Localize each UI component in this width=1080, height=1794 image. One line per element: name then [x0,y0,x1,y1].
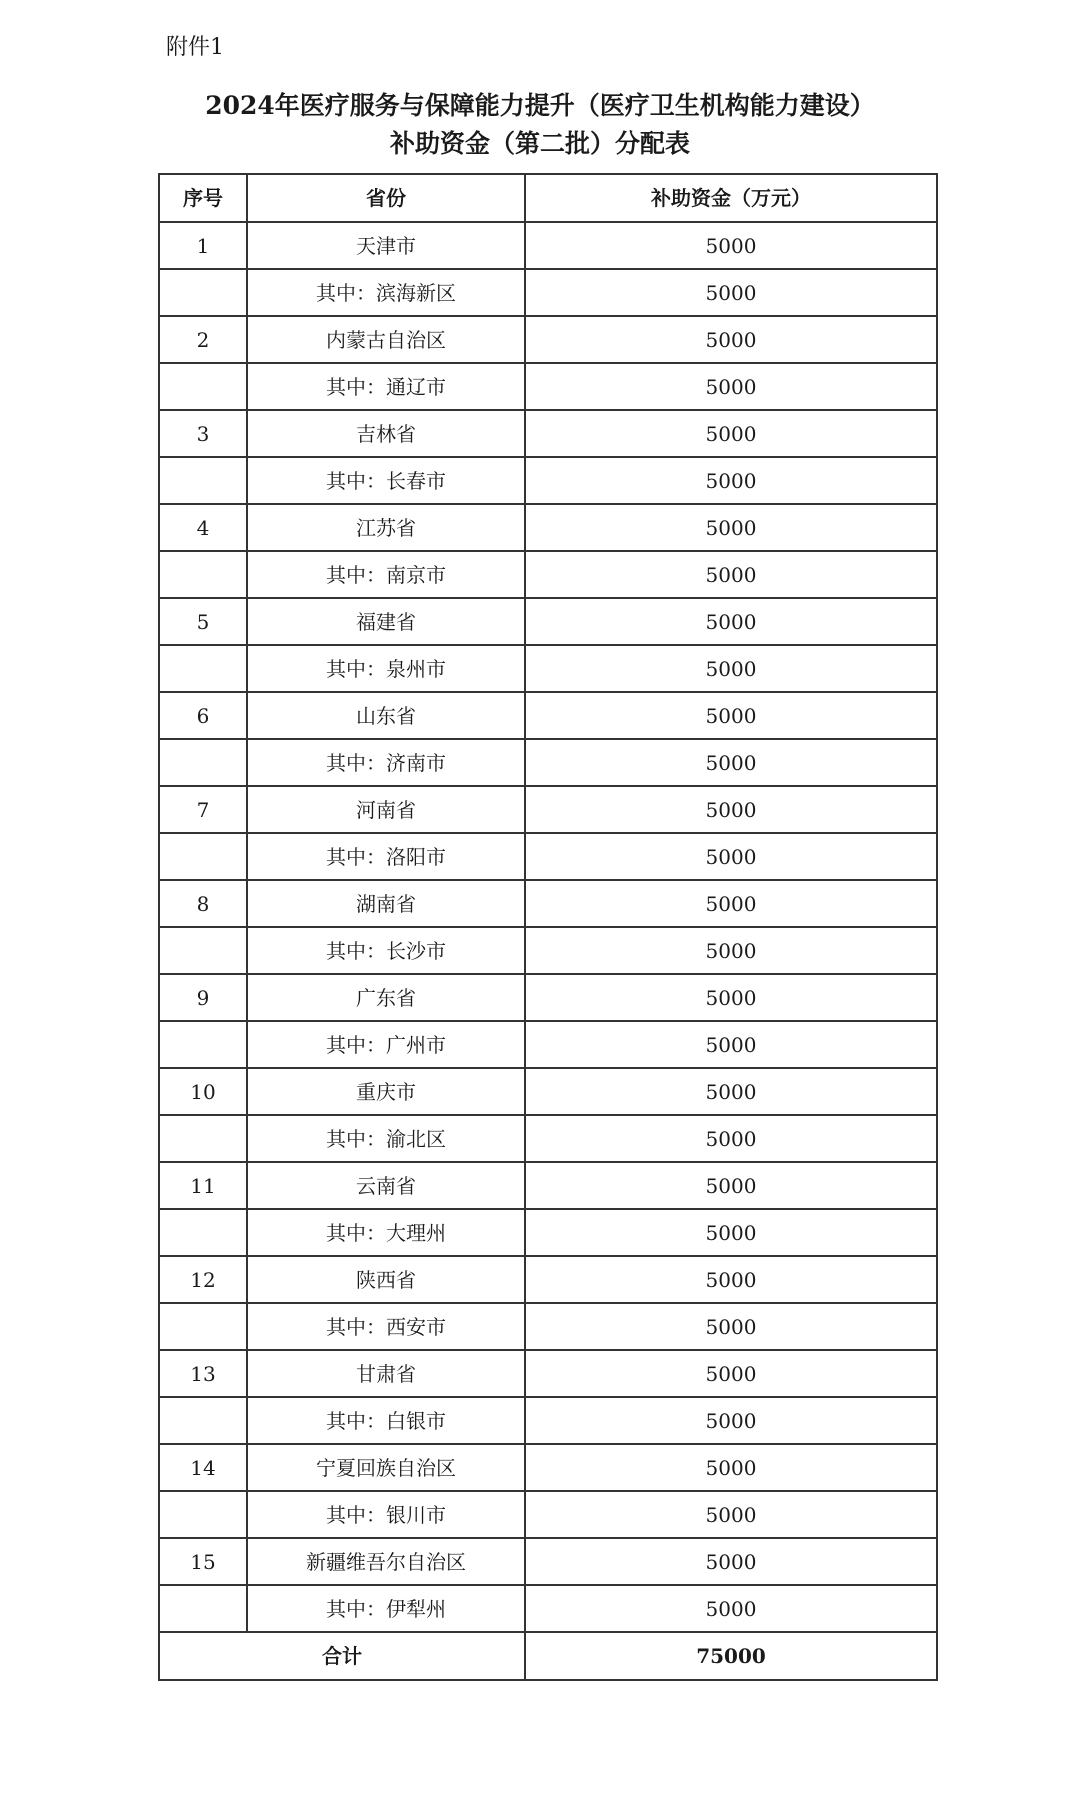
row-subsidy-amount: 5000 [525,1162,937,1209]
row-subsidy-amount: 5000 [525,927,937,974]
row-region-name: 内蒙古自治区 [247,316,525,363]
row-subsidy-amount: 5000 [525,363,937,410]
row-serial-number: 7 [159,786,247,833]
row-subsidy-amount: 5000 [525,974,937,1021]
row-subsidy-amount: 5000 [525,410,937,457]
row-region-name: 其中：大理州 [247,1209,525,1256]
row-subsidy-amount: 5000 [525,880,937,927]
row-region-name: 其中：广州市 [247,1021,525,1068]
row-serial-number: 8 [159,880,247,927]
row-serial-number [159,927,247,974]
row-region-name: 湖南省 [247,880,525,927]
table-row [159,974,937,1021]
table-row [159,1538,937,1585]
row-subsidy-amount: 5000 [525,1585,937,1632]
table-row [159,269,937,316]
row-region-name: 其中：济南市 [247,739,525,786]
table-row [159,1256,937,1303]
header-subsidy-amount: 补助资金（万元） [525,174,937,222]
row-subsidy-amount: 5000 [525,645,937,692]
row-serial-number: 10 [159,1068,247,1115]
row-subsidy-amount: 5000 [525,1209,937,1256]
row-serial-number [159,269,247,316]
row-region-name: 其中：洛阳市 [247,833,525,880]
table-row [159,880,937,927]
row-region-name: 吉林省 [247,410,525,457]
attachment-label: 附件1 [166,35,224,60]
row-subsidy-amount: 5000 [525,1491,937,1538]
row-subsidy-amount: 5000 [525,222,937,269]
row-serial-number [159,645,247,692]
total-label: 合计 [159,1632,525,1680]
table-row [159,1115,937,1162]
row-region-name: 其中：泉州市 [247,645,525,692]
row-region-name: 福建省 [247,598,525,645]
row-region-name: 宁夏回族自治区 [247,1444,525,1491]
row-subsidy-amount: 5000 [525,692,937,739]
row-region-name: 其中：白银市 [247,1397,525,1444]
row-region-name: 河南省 [247,786,525,833]
row-serial-number [159,739,247,786]
row-subsidy-amount: 5000 [525,739,937,786]
row-region-name: 广东省 [247,974,525,1021]
row-serial-number: 4 [159,504,247,551]
row-region-name: 其中：西安市 [247,1303,525,1350]
row-subsidy-amount: 5000 [525,1115,937,1162]
row-subsidy-amount: 5000 [525,1350,937,1397]
row-subsidy-amount: 5000 [525,1538,937,1585]
row-region-name: 其中：渝北区 [247,1115,525,1162]
table-row [159,1303,937,1350]
row-serial-number: 15 [159,1538,247,1585]
table-row [159,1021,937,1068]
row-serial-number: 5 [159,598,247,645]
row-subsidy-amount: 5000 [525,316,937,363]
table-total-row [159,1632,937,1680]
allocation-table [158,173,938,1681]
table-row [159,1585,937,1632]
table-row [159,1350,937,1397]
table-header-row [159,174,937,222]
row-region-name: 其中：南京市 [247,551,525,598]
row-serial-number [159,1585,247,1632]
row-region-name: 新疆维吾尔自治区 [247,1538,525,1585]
document-title-line-2: 补助资金（第二批）分配表 [389,129,690,158]
document-title-line-1: 2024年医疗服务与保障能力提升（医疗卫生机构能力建设） [205,91,875,120]
table-row [159,551,937,598]
table-row [159,1444,937,1491]
row-subsidy-amount: 5000 [525,598,937,645]
row-serial-number: 12 [159,1256,247,1303]
table-row [159,410,937,457]
row-serial-number: 6 [159,692,247,739]
row-region-name: 云南省 [247,1162,525,1209]
row-region-name: 天津市 [247,222,525,269]
table-row [159,833,937,880]
row-region-name: 其中：通辽市 [247,363,525,410]
table-row [159,598,937,645]
row-serial-number [159,833,247,880]
row-serial-number: 11 [159,1162,247,1209]
table-row [159,504,937,551]
row-region-name: 其中：银川市 [247,1491,525,1538]
row-subsidy-amount: 5000 [525,1068,937,1115]
table-row [159,222,937,269]
row-region-name: 陕西省 [247,1256,525,1303]
row-subsidy-amount: 5000 [525,833,937,880]
row-subsidy-amount: 5000 [525,457,937,504]
table-row [159,1491,937,1538]
row-serial-number [159,1303,247,1350]
row-serial-number: 9 [159,974,247,1021]
table-row [159,786,937,833]
row-serial-number: 2 [159,316,247,363]
row-subsidy-amount: 5000 [525,504,937,551]
row-region-name: 其中：伊犁州 [247,1585,525,1632]
row-region-name: 江苏省 [247,504,525,551]
table-row [159,739,937,786]
table-row [159,645,937,692]
row-serial-number [159,551,247,598]
row-serial-number: 13 [159,1350,247,1397]
row-region-name: 其中：滨海新区 [247,269,525,316]
table-row [159,927,937,974]
row-subsidy-amount: 5000 [525,551,937,598]
table-row [159,363,937,410]
row-subsidy-amount: 5000 [525,1444,937,1491]
row-region-name: 重庆市 [247,1068,525,1115]
row-serial-number: 1 [159,222,247,269]
row-serial-number [159,457,247,504]
row-serial-number [159,1209,247,1256]
table-row [159,457,937,504]
row-region-name: 其中：长沙市 [247,927,525,974]
row-serial-number [159,1397,247,1444]
header-serial-number: 序号 [159,174,247,222]
row-subsidy-amount: 5000 [525,1303,937,1350]
row-subsidy-amount: 5000 [525,786,937,833]
table-row [159,1209,937,1256]
row-subsidy-amount: 5000 [525,1256,937,1303]
row-region-name: 甘肃省 [247,1350,525,1397]
row-serial-number [159,363,247,410]
total-amount: 75000 [525,1632,937,1680]
row-region-name: 山东省 [247,692,525,739]
row-subsidy-amount: 5000 [525,1397,937,1444]
row-region-name: 其中：长春市 [247,457,525,504]
table-row [159,692,937,739]
table-row [159,1162,937,1209]
row-serial-number: 14 [159,1444,247,1491]
row-serial-number [159,1491,247,1538]
table-row [159,1397,937,1444]
row-serial-number [159,1021,247,1068]
row-serial-number: 3 [159,410,247,457]
table-row [159,316,937,363]
table-row [159,1068,937,1115]
row-subsidy-amount: 5000 [525,269,937,316]
header-province: 省份 [247,174,525,222]
row-subsidy-amount: 5000 [525,1021,937,1068]
row-serial-number [159,1115,247,1162]
